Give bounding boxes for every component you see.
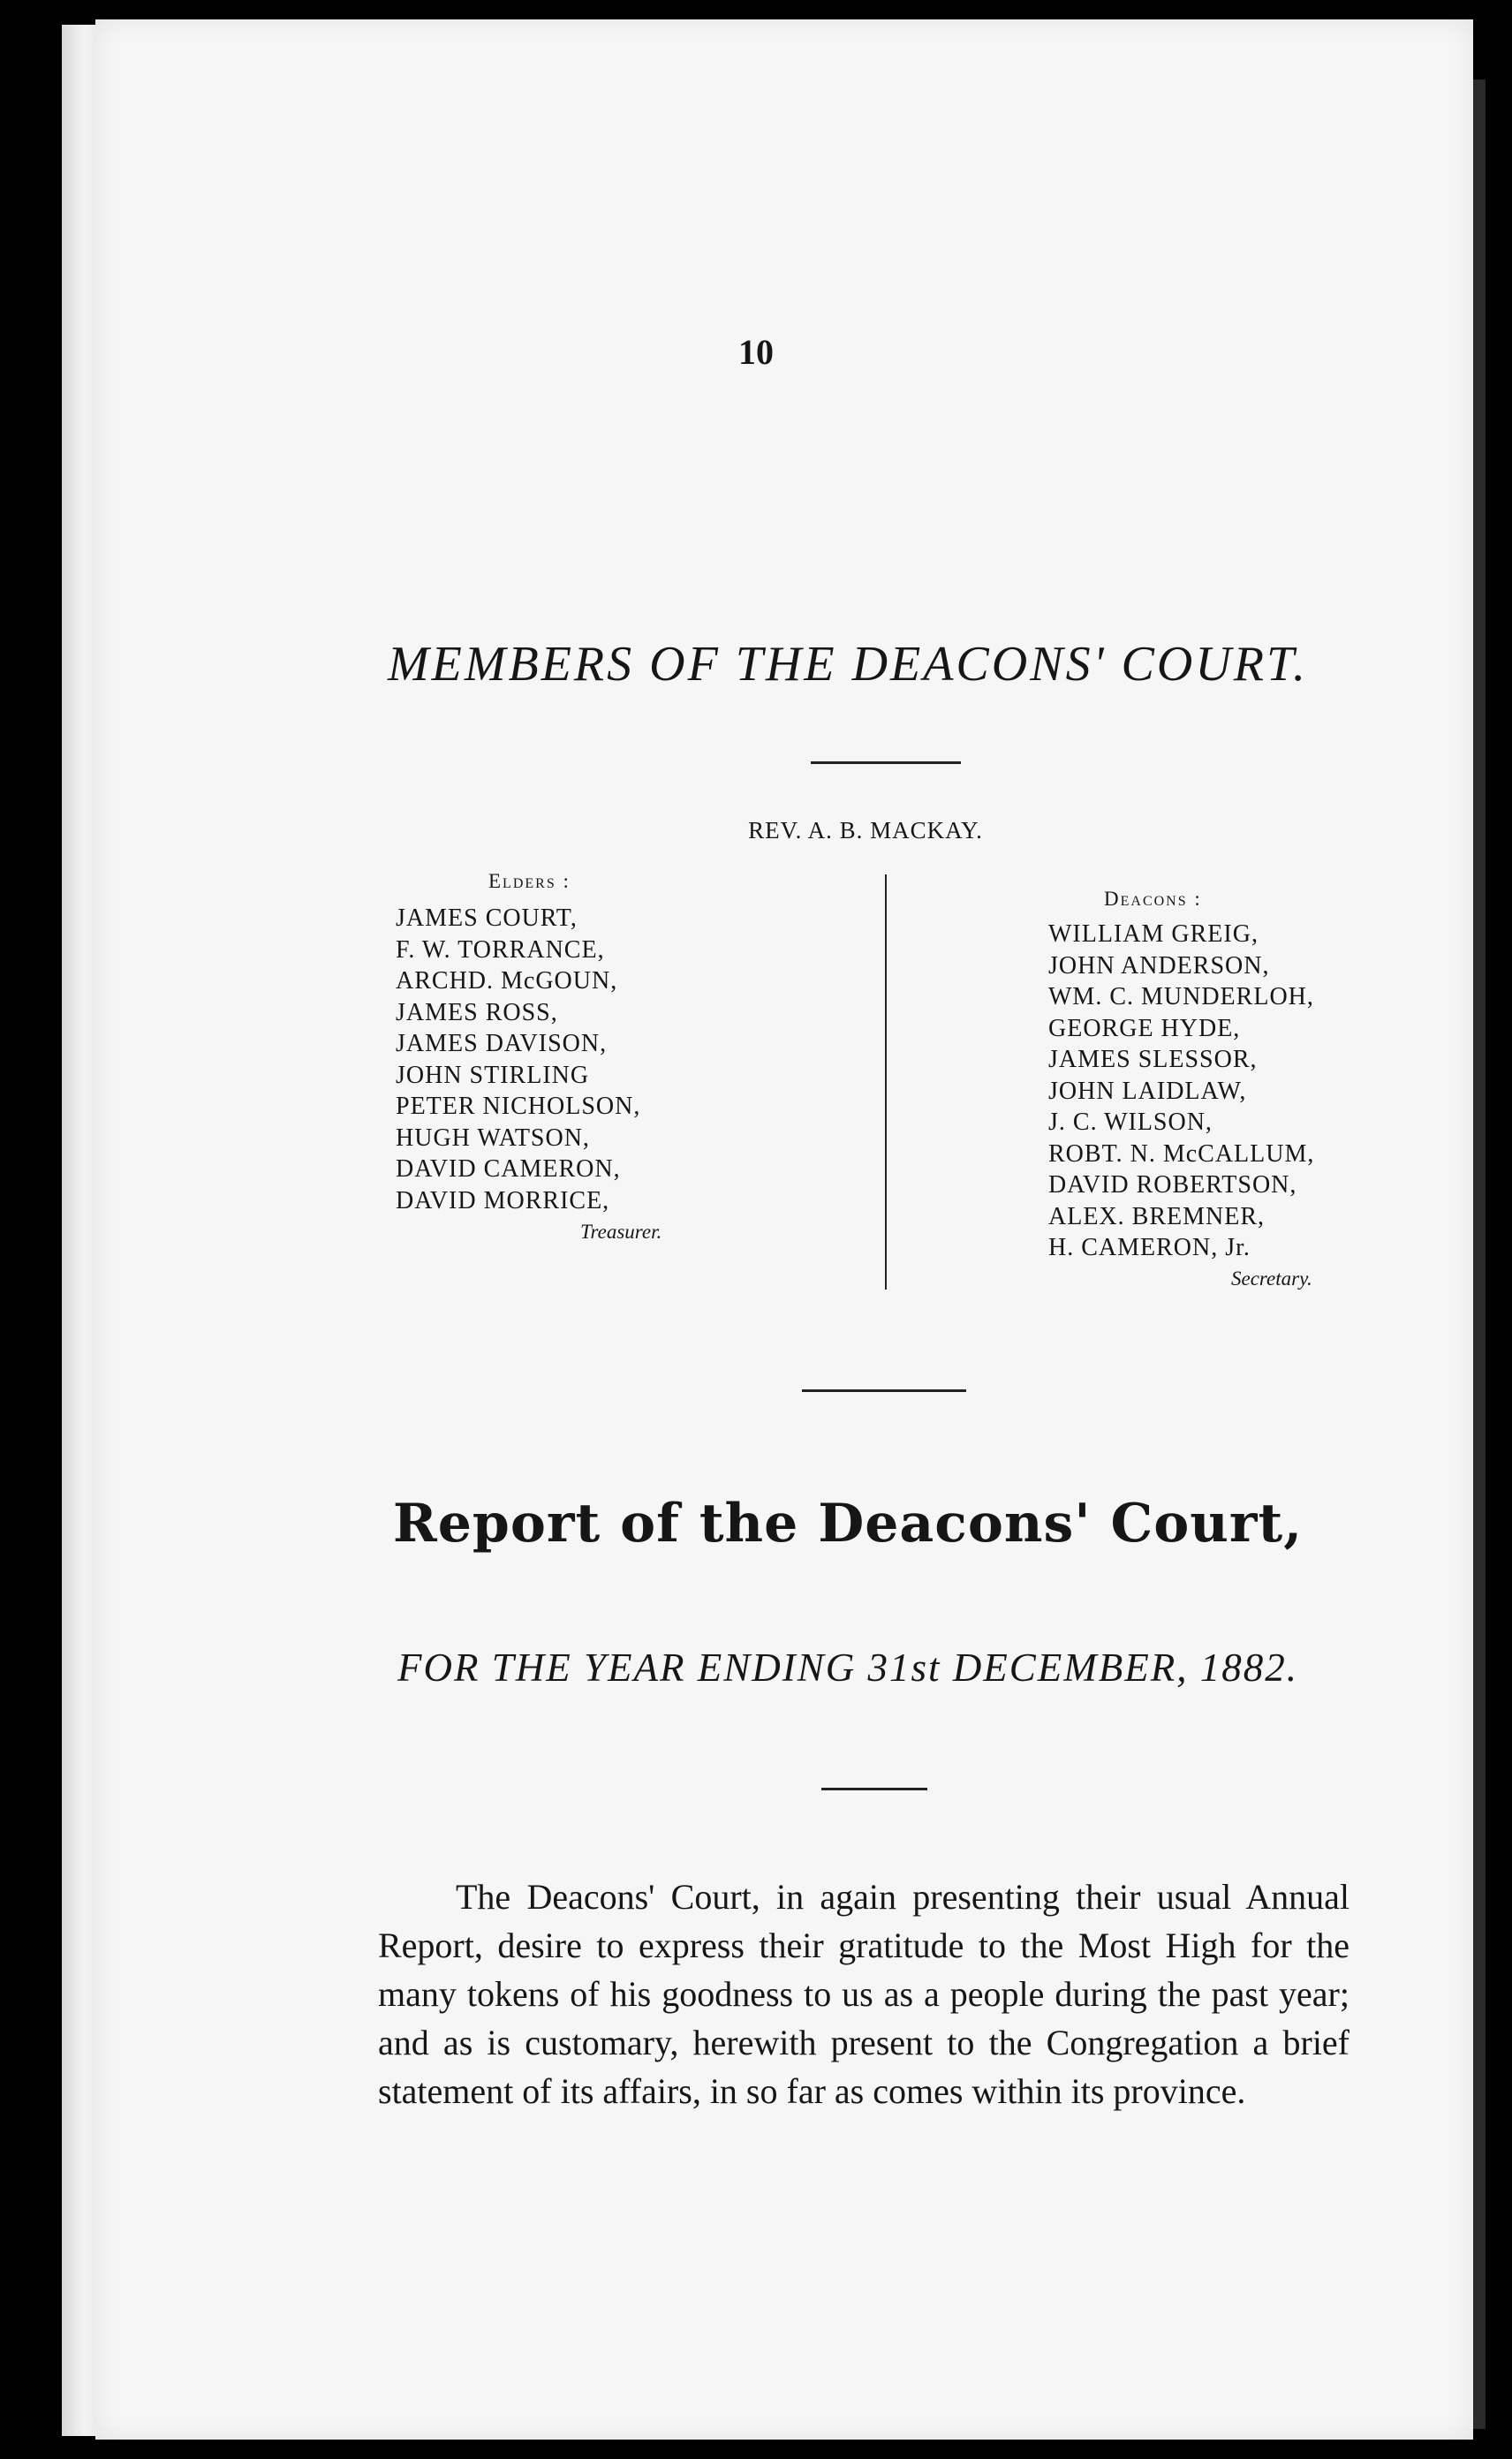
page-edge	[1473, 79, 1486, 2429]
elders-member-name: PETER NICHOLSON,	[396, 1093, 641, 1120]
deacons-member-name: ROBT. N. McCALLUM,	[1048, 1139, 1315, 1168]
elders-member-name: ARCHD. McGOUN,	[396, 967, 618, 995]
deacons-member-name: ALEX. BREMNER,	[1048, 1202, 1265, 1230]
report-subtitle: FOR THE YEAR ENDING 31st DECEMBER, 1882.	[397, 1646, 1298, 1690]
deacons-member-name: JOHN LAIDLAW,	[1048, 1077, 1247, 1105]
report-title: Report of the Deacons' Court,	[392, 1493, 1304, 1555]
section-divider	[802, 1389, 966, 1392]
elders-member-name: JAMES DAVISON,	[396, 1030, 608, 1057]
minister-name: REV. A. B. MACKAY.	[748, 817, 983, 844]
elders-member-name: DAVID CAMERON,	[396, 1155, 621, 1183]
report-paragraph: The Deacons' Court, in again presenting their usual Annual Report, desire to express their gratitude to the Most High for the many tokens of his goodness to us as a people during the past year; and as is customary, herewith present to the Congregation a brief statement of its affairs, in so far as comes within its province.	[378, 1877, 1349, 2111]
column-divider	[885, 874, 887, 1290]
deacons-member-name: JOHN ANDERSON,	[1048, 951, 1270, 980]
deacons-role-note: Secretary.	[1231, 1267, 1312, 1290]
deacons-member-name: JAMES SLESSOR,	[1048, 1046, 1258, 1073]
elders-role-note: Treasurer.	[580, 1221, 662, 1243]
deacons-member-name: WILLIAM GREIG,	[1048, 920, 1259, 948]
elders-member-name: JAMES ROSS,	[396, 998, 558, 1026]
deacons-member-name: DAVID ROBERTSON,	[1048, 1171, 1297, 1199]
elders-member-name: DAVID MORRICE,	[396, 1186, 610, 1214]
deacons-list	[1048, 919, 1314, 1264]
page-number: 10	[738, 332, 774, 372]
subtitle-divider	[821, 1788, 927, 1790]
deacons-member-name: WM. C. MUNDERLOH,	[1048, 983, 1314, 1010]
deacons-label: Deacons :	[1104, 888, 1202, 910]
deacons-member-name: H. CAMERON, Jr.	[1048, 1234, 1251, 1261]
elders-member-name: F. W. TORRANCE,	[396, 935, 605, 964]
deacons-member-name: GEORGE HYDE,	[1048, 1014, 1241, 1042]
elders-member-name: HUGH WATSON,	[396, 1124, 590, 1152]
elders-label: Elders :	[488, 870, 571, 892]
elders-list	[396, 903, 640, 1216]
elders-member-name: JOHN STIRLING	[396, 1061, 590, 1089]
members-heading: MEMBERS OF THE DEACONS' COURT.	[388, 637, 1308, 692]
deacons-member-name: J. C. WILSON,	[1048, 1108, 1213, 1136]
elders-member-name: JAMES COURT,	[396, 904, 578, 932]
heading-divider	[811, 761, 961, 764]
